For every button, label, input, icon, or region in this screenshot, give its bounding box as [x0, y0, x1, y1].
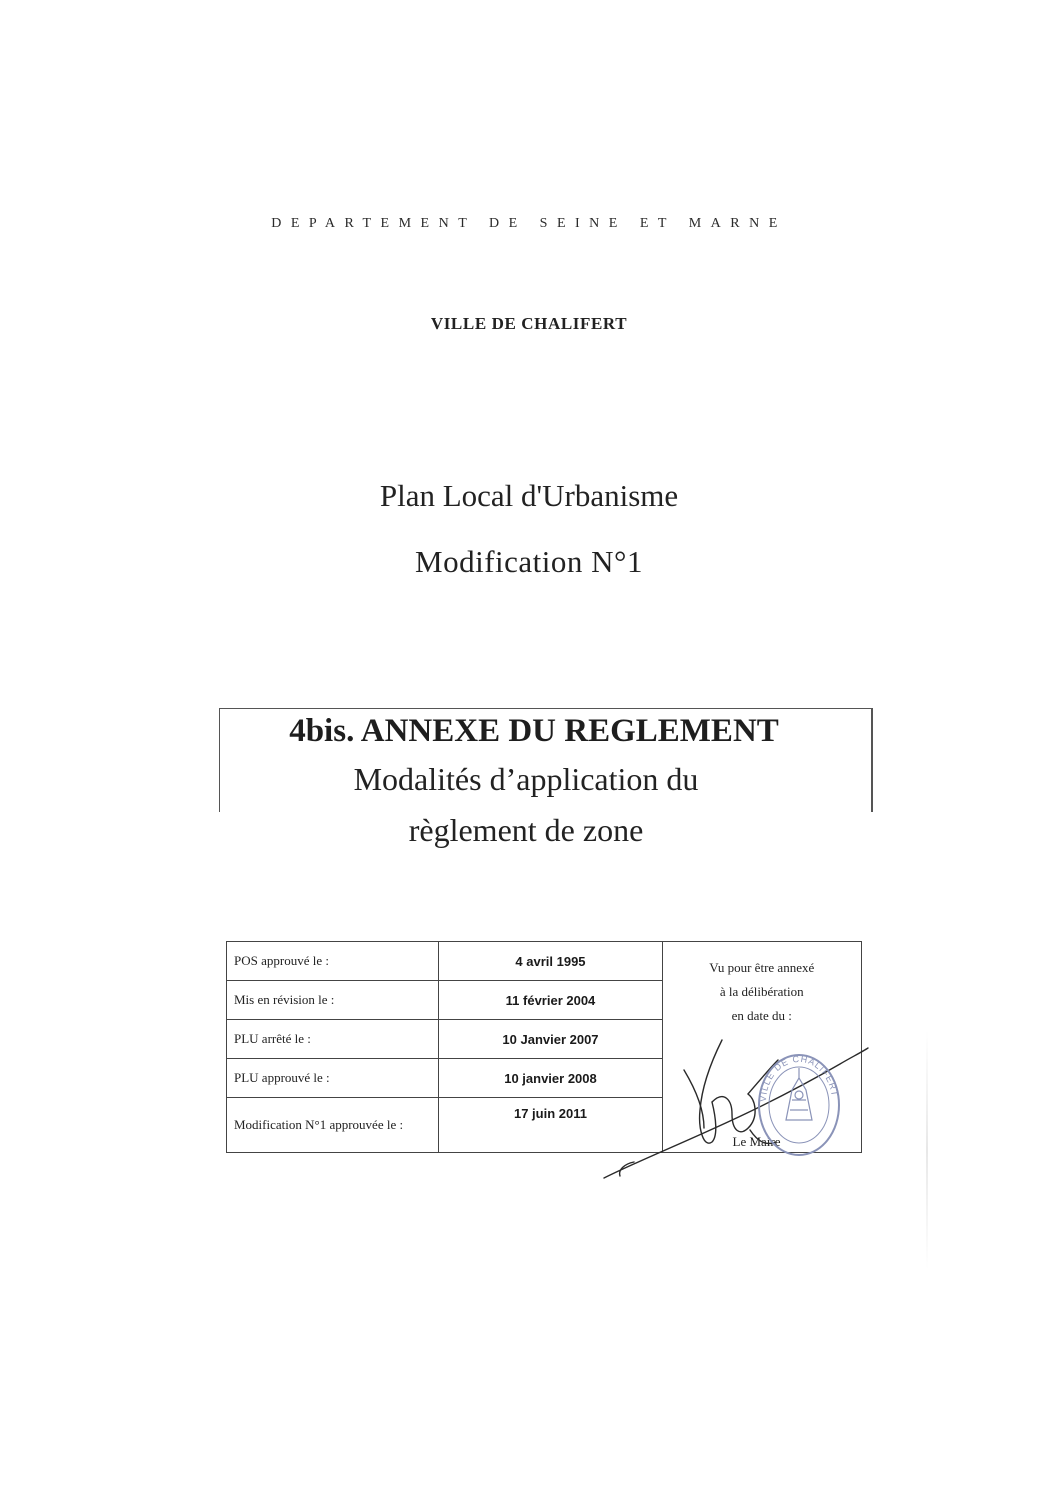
seal-text: VILLE DE CHALIFERT — [757, 1053, 840, 1103]
annex-subtitle-line2: règlement de zone — [219, 812, 873, 849]
row-value: 11 février 2004 — [439, 981, 662, 1020]
city-heading: VILLE DE CHALIFERT — [430, 314, 628, 333]
row-label: POS approuvé le : — [227, 942, 439, 981]
row-value: 17 juin 2011 — [439, 1098, 662, 1153]
department-heading: DEPARTEMENT DE SEINE ET MARNE — [271, 216, 787, 231]
row-label: Mis en révision le : — [227, 981, 439, 1020]
plan-title: Plan Local d'Urbanisme — [379, 478, 679, 513]
scan-artifact — [926, 1030, 928, 1270]
sign-line-3: en date du : — [731, 1008, 792, 1023]
row-label: Modification N°1 approuvée le : — [227, 1098, 439, 1153]
row-label: PLU approuvé le : — [227, 1059, 439, 1098]
row-value: 10 janvier 2008 — [439, 1059, 662, 1098]
annex-title: 4bis. ANNEXE DU REGLEMENT — [289, 713, 779, 749]
row-value: 4 avril 1995 — [439, 942, 662, 981]
plan-subtitle: Modification N°1 — [415, 544, 643, 579]
town-seal-stamp — [756, 1050, 842, 1160]
sign-line-2: à la délibération — [719, 984, 804, 999]
row-value: 10 Janvier 2007 — [439, 1020, 662, 1059]
table-row — [227, 942, 862, 981]
row-label: PLU arrêté le : — [227, 1020, 439, 1059]
mayor-label: Le Maire — [732, 1134, 781, 1149]
sign-line-1: Vu pour être annexé — [709, 960, 815, 975]
annex-subtitle-line1: Modalités d’application du — [353, 761, 699, 797]
